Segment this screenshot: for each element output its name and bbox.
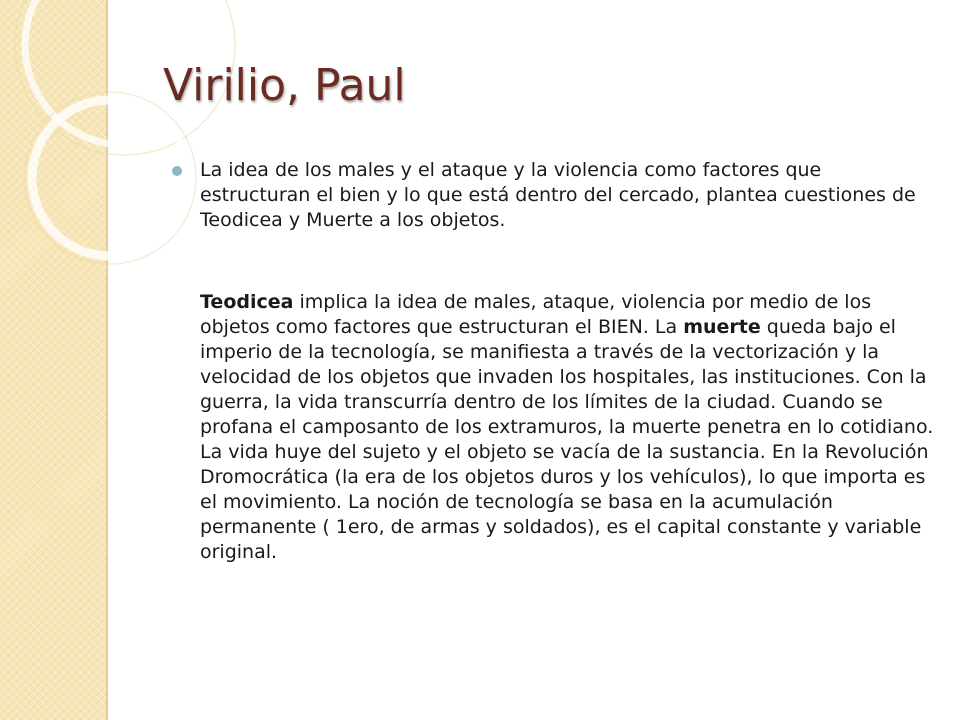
term-teodicea: Teodicea <box>200 291 294 313</box>
term-muerte: muerte <box>683 316 761 338</box>
body-paragraph <box>200 290 935 565</box>
decorative-circles <box>0 0 220 300</box>
slide-title: Virilio, Paul <box>163 60 406 111</box>
bullet-text: La idea de los males y el ataque y la violencia como factores que estructuran el bien y lo que está dentro del cercado, plantea cuestiones de Teodicea y Muerte a los objetos. <box>200 159 916 231</box>
paragraph-text-2: queda bajo el imperio de la tecnología, se manifiesta a través de la vectorización y la velocidad de los objetos que invaden los hospitales, las instituciones. Con la guerra, la vida transcurría dentro de los límites de la ciudad. Cuando se profana el camposanto de los extramuros, la muerte penetra en lo cotidiano. La vida huye del sujeto y el objeto se vacía de la sustancia. En la Revolución Dromocrática (la era de los objetos duros y los vehículos), lo que importa es el movimiento. La noción de tecnología se basa en la acumulación permanente ( 1ero, de armas y soldados), es el capital constante y variable original. <box>200 316 934 563</box>
bullet-icon <box>172 166 182 176</box>
paragraph-text-1: implica la idea de males, ataque, violencia por medio de los objetos como factores que estructuran el BIEN. La <box>200 291 872 338</box>
bullet-item <box>200 158 935 233</box>
slide-body <box>200 158 935 565</box>
